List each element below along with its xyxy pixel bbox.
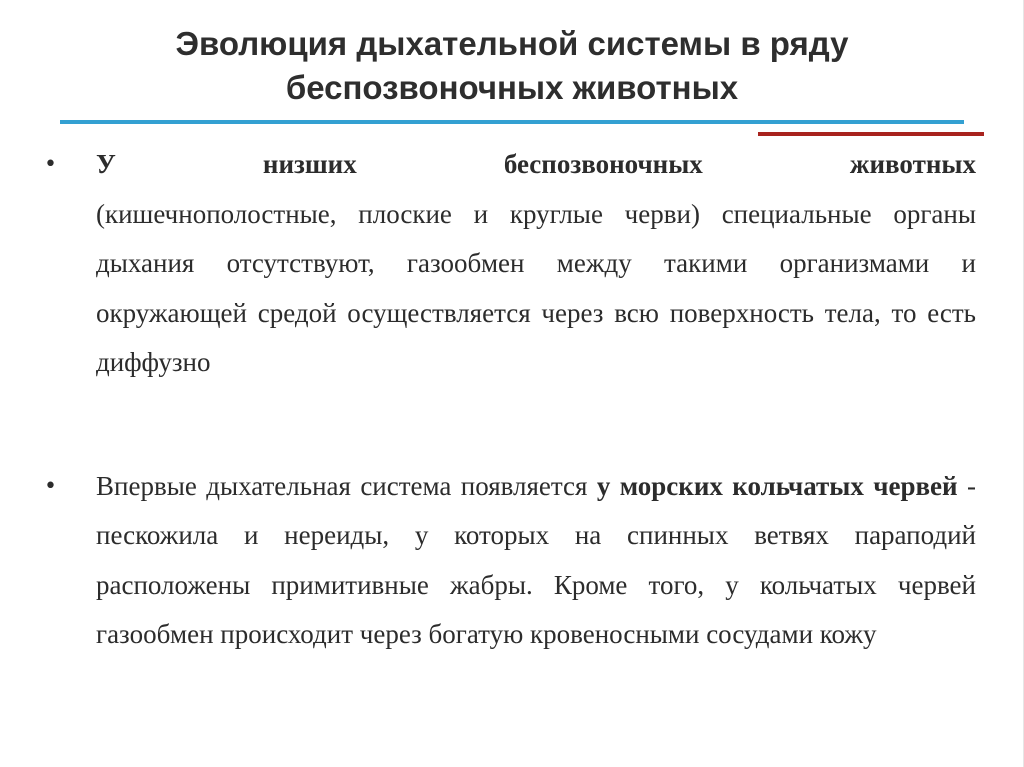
lead-word: низших <box>262 149 357 179</box>
lead-word: беспозвоночных <box>503 149 703 179</box>
slide-body <box>40 140 976 660</box>
slide-title-line-2: беспозвоночных животных <box>285 69 739 106</box>
bullet-2-text-after: - пескожила и нереиды, у которых на спинных ветвях параподий расположены примитивные жабры. Кроме того, у кольчатых червей газообмен происходит через богатую кровеносными сосудами кожу <box>96 470 976 649</box>
bullet-1-lead-line <box>96 140 976 190</box>
bullet-2-text <box>96 462 976 660</box>
accent-line-red <box>758 132 984 136</box>
bullet-marker: • <box>44 152 57 177</box>
title-underline-blue <box>60 120 964 124</box>
bullet-marker: • <box>44 473 57 499</box>
slide-title-line-1: Эволюция дыхательной системы в ряду <box>175 25 849 62</box>
bullet-2-bold-phrase: у морских кольчатых червей <box>596 470 958 501</box>
lead-word: животных <box>849 149 976 179</box>
slide-title <box>60 22 964 110</box>
bullet-1-text: (кишечнополостные, плоские и круглые черви) специальные органы дыхания отсутствуют, газообмен между такими организмами и окружающей средой осуществляется через всю поверхность тела, то есть диффузно <box>96 198 976 377</box>
lead-word: У <box>96 149 116 179</box>
bullet-item-2 <box>40 462 976 660</box>
bullet-2-text-before: Впервые дыхательная система появляется <box>96 470 597 501</box>
bullet-item-1 <box>40 140 976 388</box>
